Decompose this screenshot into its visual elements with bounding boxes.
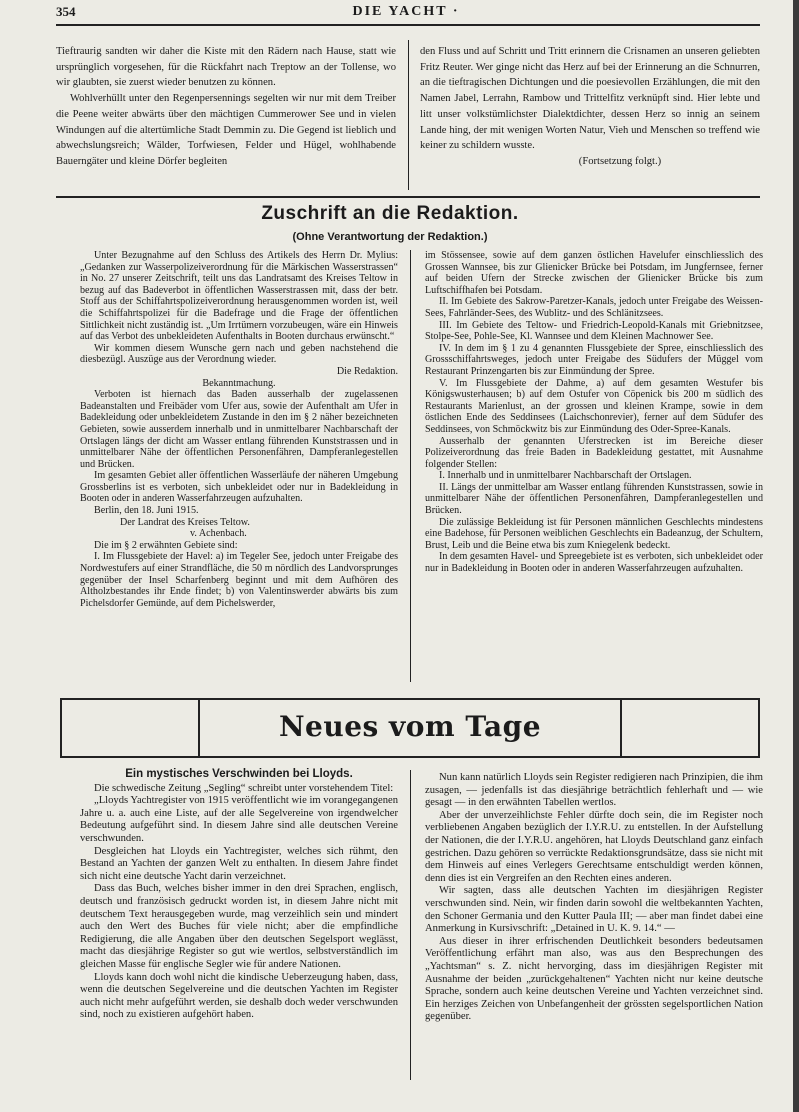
- paragraph: Wir kommen diesem Wunsche gern nach und geben nachstehend die diesbezügl. Auszüge aus der Verordnung wieder.: [80, 342, 398, 366]
- paragraph: In dem gesamten Havel- und Spreegebiete ist es verboten, sich unbekleidet oder nur in Badekleidung in Booten oder in anderen Wasserfahrzeugen aufzuhalten.: [425, 551, 763, 575]
- letter-right-column: [425, 250, 763, 575]
- paragraph: Die schwedische Zeitung „Segling“ schreibt unter vorstehendem Titel:: [94, 782, 394, 794]
- paragraph: I. Innerhalb und in unmittelbarer Nachbarschaft der Ortslagen.: [439, 470, 692, 482]
- top-left-column: [56, 44, 396, 170]
- paragraph: II. Im Gebiete des Sakrow-Paretzer-Kanals, jedoch unter Freigabe des Weissen-Sees, Fahrländer-Sees, des Wublitz- und des Schlänitzsees.: [425, 296, 763, 319]
- paragraph: den Fluss und auf Schritt und Tritt erinnern die Crisnamen an unseren geliebten Fritz Reuter. Wer ginge nicht das Herz auf bei der Erinnerung an die Schnurren, an die tieftragischen Dichtungen und die poesievollen Erzählungen, die mit den Namen Jabel, Lerrahn, Rambow und Trittelfitz verknüpft sind. Hier lebte und litt unser volkstümlichster Dialektdichter, dessen Herz so innig an seinem Lande hing, der mit wenigen Worten Natur, Vieh und Menschen so treffend wie keiner zu schildern wusste.: [420, 46, 760, 152]
- paragraph: V. Im Flussgebiete der Dahme, a) auf dem gesamten Westufer bis Königswusterhausen; b) auf dem Ostufer von Cöpenick bis 200 m südlich des Restaurants Marienlust, an der grossen und kleinen Krampe, sowie in dem östlichen Ende des Seddinsees (Laichschonrevier), ferner auf dem Südufer des Seddinsees, von Schmöckwitz bis zur Einmündung des Oder-Spree-Kanals.: [425, 377, 763, 435]
- paragraph: Wir sagten, dass alle deutschen Yachten im diesjährigen Register verschwunden sind. Nein, wir finden darin sowohl die weltbekannten Yachten, den Schoner Germania und den Kutter Paula III; — aber man findet dabei eine Anmerkung in Kursivschrift: „Detained in U. K. 9. 14.“ —: [425, 885, 763, 935]
- paragraph: Aus dieser in ihrer erfrischenden Deutlichkeit besonders bedeutsamen Veröffentlichung erfährt man also, was aus den Besprechungen des „Yachtsman“ s. Z. nicht hervorging, dass im diesjährigen Register mit Ausnahme der beiden „zurückgehaltenen“ Yachten nicht nur keine deutsche Sprache, sondern auch keine deutschen Vereine und Yachten verzeichnet sind. Ein herziges Zeichen von Unbefangenheit der grössten segelsportlichen Nation gegenüber.: [425, 935, 763, 1023]
- column-divider: [410, 250, 411, 682]
- top-right-column: [420, 44, 760, 170]
- paragraph: Dass das Buch, welches bisher immer in den drei Sprachen, englisch, deutsch und französisch gedruckt worden ist, in diesem Jahre nicht mit deutschem Text herausgegeben wurde, mag verzeihlich sein und mindert auch den Wert des Buches für viele nicht; aber die empfindliche Redigierung, die alle Angaben über den deutschen Segelsport weglässt, macht das diesjährige Register so gut wie wertlos, selbstverständlich im gleichen Masse für englische Segler wie für andere Nationen.: [80, 883, 398, 970]
- signature: v. Achenbach.: [190, 528, 247, 540]
- signoff: Die Redaktion.: [336, 365, 398, 377]
- paragraph: Die zulässige Bekleidung ist für Personen männlichen Geschlechts mindestens eine Badehose, für Personen weiblichen Geschlechts ein Badeanzug, der Schultern, Brust, Leib und die Beine etwa bis zum Kniegelenk bedeckt.: [425, 516, 763, 551]
- authority: Der Landrat des Kreises Teltow.: [120, 516, 250, 528]
- section-rule: [56, 196, 760, 198]
- notice-title: Bekanntmachung.: [202, 377, 276, 389]
- paragraph: Nun kann natürlich Lloyds sein Register redigieren nach Prinzipien, die ihm zusagen, — jedenfalls ist das diesjährige beträchtlich fehlerhaft und — wie gesagt — in den erwähnten Tabellen wertlos.: [425, 772, 763, 809]
- paragraph: I. Im Flussgebiete der Havel: a) im Tegeler See, jedoch unter Freigabe des Nordwestufers auf einer Strandfläche, die 50 m nördlich des Landvorsprunges gegenüber der Insel Scharfenberg beginnt und mit dem Aufhören des Altholzbestandes ihr Ende findet; b) von Valentinswerder abwärts bis zum Pichelsdorfer Gemünde, auf dem Pichelswerder,: [80, 551, 398, 609]
- paragraph: im Stössensee, sowie auf dem ganzen östlichen Havelufer einschliesslich des Grossen Wannsee, bis zur Glienicker Brücke bei Potsdam, im Jungfernsee, ferner auf beiden Ufern der Strecke zwischen der Glienicker Brücke bis zum Luftschiffhafen bei Potsdam.: [425, 250, 763, 296]
- news-left-column: [80, 768, 398, 1022]
- column-divider: [408, 40, 409, 190]
- paragraph: Verboten ist hiernach das Baden ausserhalb der zugelassenen Badeanstalten und Freibäder vom Ufer aus, sowie der Aufenthalt am Ufer in Badekleidung oder unbekleidetem Zustande in den im § 2 näher bezeichneten Gebieten, sowie ausserdem innerhalb und in unmittelbarer Nachbarschaft der Ortslagen längs der dicht am Wasser entlang führenden Kunststrassen und in unmittelbarer Nähe der öffentlichen Personenfähren, Dampferanlegestellen und Brücken.: [80, 389, 398, 470]
- paragraph: „Lloyds Yachtregister von 1915 veröffentlicht wie im vorangegangenen Jahre u. a. auch eine Liste, auf der alle Segelvereine von irgendwelcher Bedeutung aufgeführt sind. In diesem Jahre sind alle deutschen Vereine verschwunden.: [80, 795, 399, 844]
- article-title: Ein mystisches Verschwinden bei Lloyds.: [125, 768, 353, 780]
- letter-left-column: [80, 250, 398, 609]
- paragraph: Aber der unverzeihlichste Fehler dürfte doch sein, die im Register noch verbliebenen Angaben bezüglich der I.Y.R.U. zu entstellen. In der Aufstellung der Nationen, die der I.Y.R.U. angehören, hat Lloyds Deutschland ganz einfach gestrichen. Dazu gehören so verrückte Redaktionsgrundsätze, dass sie nicht mit dem Hinweis auf eines Verlegers Gerechtsame entschuldigt werden können, denn dies ist ein Vergreifen an den Rechten eines anderen.: [425, 809, 763, 884]
- paragraph: Tieftraurig sandten wir daher die Kiste mit den Rädern nach Hause, statt wie ursprünglich vorgesehen, für die Rückfahrt nach Treptow an der Tollense, wo wir glaubten, sie zuerst wieder benutzen zu können.: [56, 46, 396, 89]
- paragraph: Ausserhalb der genannten Uferstrecken ist im Bereiche dieser Polizeiverordnung das freie Baden in Badekleidung gestattet, mit Ausnahme folgender Stellen:: [425, 435, 763, 470]
- paragraph: Desgleichen hat Lloyds ein Yachtregister, welches sich rühmt, den Bestand an Yachten der ganzen Welt zu enthalten. In diesem Jahre findet sich nicht eine deutsche Yacht darin verzeichnet.: [80, 845, 398, 882]
- paragraph: Die im § 2 erwähnten Gebiete sind:: [94, 539, 238, 551]
- continued-note: (Fortsetzung folgt.): [578, 155, 662, 167]
- banner-title: Neues vom Tage: [278, 710, 542, 743]
- news-right-column: [425, 772, 763, 1024]
- running-head: DIE YACHT ·: [352, 4, 460, 19]
- paragraph: IV. In dem im § 1 zu 4 genannten Flussgebiete der Spree, einschliesslich des Grossschiffahrtsweges, jedoch unter Freigabe des Südufers der Müggel vom Restaurant Prinzengarten bis zur Einmündung der Spree.: [425, 342, 763, 377]
- paragraph: Im gesamten Gebiet aller öffentlichen Wasserläufe der näheren Umgebung Grossberlins ist es verboten, sich unbekleidet oder nur in Badekleidung in Booten oder in anderen Wasserfahrzeugen aufzuhalten.: [80, 470, 398, 505]
- paragraph: III. Im Gebiete des Teltow- und Friedrich-Leopold-Kanals mit Griebnitzsee, Stolpe-See, Pohle-See, Kl. Wannsee und dem Kleinen Machnower See.: [425, 319, 763, 343]
- page-number: 354: [56, 4, 76, 19]
- section-banner: [60, 698, 760, 758]
- paragraph: Unter Bezugnahme auf den Schluss des Artikels des Herrn Dr. Mylius: „Gedanken zur Wasserpolizeiverordnung für die Märkischen Wasserstrassen“ in No. 27 unserer Zeitschrift, teilt uns das Landratsamt des Kreises Teltow in bezug auf das Badeverbot in öffentlichen Wasserstrassen mit, dass der betr. Stoff aus der Schiffahrtspolizeiverordnung herausgenommen worden ist, weil die Schiffahrtspolizei für die Badefrage und die Frage der öffentlichen Sittlichkeit nicht zuständig ist. „Um Irrtümern vorzubeugen, wäre ein Hinweis auf das Verbot des unbekleideten Aufenthalts in Booten durchaus erwünscht.“: [80, 250, 398, 343]
- header-rule: [56, 24, 760, 26]
- place-date: Berlin, den 18. Juni 1915.: [94, 505, 199, 517]
- paragraph: Wohlverhüllt unter den Regenpersennings segelten wir nur mit dem Treiber die Peene weiter abwärts über den mächtigen Cummerower See und in vielen Windungen auf die altertümliche Stadt Demmin zu. Die Gegend ist lieblich und abwechslungsreich; Wälder, Torfwiesen, Felder und Hügel, wohlhabende Bauerngäter und kleine Dörfer begleiten: [56, 93, 396, 167]
- paragraph: Lloyds kann doch wohl nicht die kindische Ueberzeugung haben, dass, wenn die deutschen Segelvereine und die deutschen Yachten im Register auch nicht mehr aufgeführt werden, sie deshalb doch weder verschwunden sind, noch zu existieren aufgehört haben.: [80, 971, 398, 1021]
- page-header: [56, 4, 756, 24]
- column-divider: [410, 770, 411, 1080]
- paragraph: II. Längs der unmittelbar am Wasser entlang führenden Kunststrassen, sowie in unmittelbarer Nähe der öffentlichen Personenfähren, Dampferanlegestellen und Brücken.: [425, 481, 763, 517]
- section-subtitle: (Ohne Verantwortung der Redaktion.): [292, 231, 488, 243]
- scan-edge: [793, 0, 799, 1112]
- section-title: Zuschrift an die Redaktion.: [261, 203, 519, 224]
